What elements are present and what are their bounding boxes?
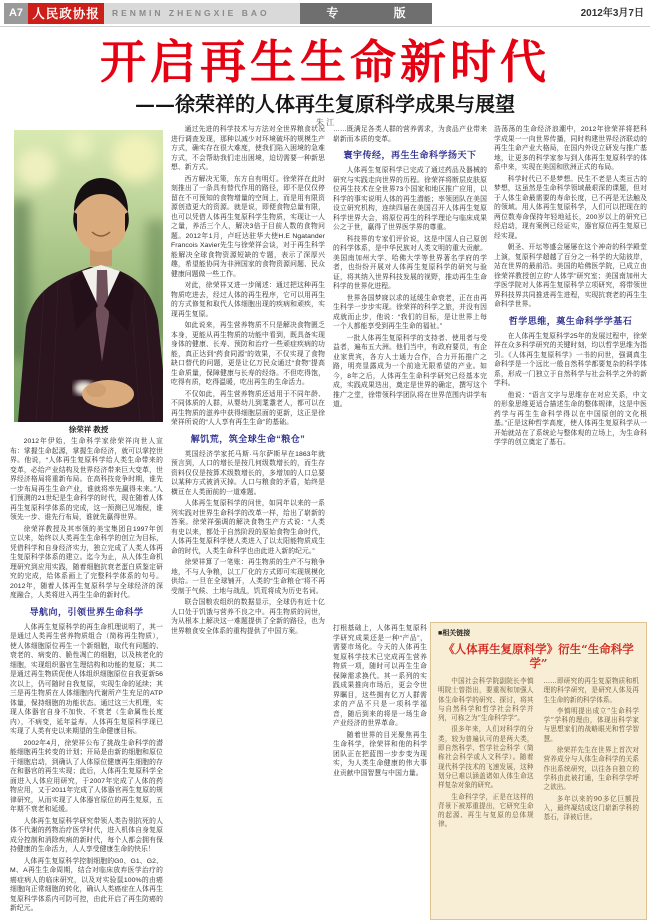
paragraph: 通过先进的科学技术与方法对全世界粮食状况进行调查发现，那种以减少对环境破坏的规模生产方式，确实存在很大难度，使我们陷入困境的急难方式，不会帮助我们走出困境，迫切需要一种新思想、新方式。: [171, 126, 325, 171]
paragraph: 人体再生复原科学的再生命机理说明了，其一是通过人类再生营养物质组合（简称再生物质），使人体细胞原位再生一个新细胞，取代有问题的、衰老的、病变的、脆性凋亡的细胞，以及核老化的细胞，实现组织器官生理结构和功能的复原；其二是通过再生物质促使人体组织细胞原位自我更新56次以上，仍可随时自我复原，实现生命的延续；其三是再生物质在人体细胞内代谢所产生充足的ATP体量，保持细胞的功能状态。通过这三大机理，实现人体器官自身不加快、不衰老（生命属性长度内），不病变，延年益寿。人体再生复原科学现已实现了人类有史以来期望的生命健康目标。: [10, 623, 163, 735]
related-link-box: [430, 622, 647, 920]
paragraph: 打根基础上，人体再生复原科学研究成果还是一种“产品”，需要市场化。今天的人体再生复原科学技术已完成再生营养物质一项，随时可以再生生命保障需求换代。其一系列的实践成果推向市场后，更会令世界瞩目，这些拥有亿万人群需求的产品不只是一项科学福音，随后到来的将是一场生命产业经济的世界革命。: [333, 625, 427, 727]
photo-caption: 徐荣祥 教授: [68, 425, 109, 434]
paragraph: 如此说来，再生营养物质不只是解决食物匮乏本身，更能从再生物质的功能中看到，既具备实现身体的健康、长寿、预防和治疗一些顽症疾病的功能，真正达到“药食同源”的效果，不仅实现了食物缺口替代的问题，更是让亿万民众通过“食物”提高生命质量，保障健康与长寿的经络。不但吃得饱，吃得有质，吃得温暖，吃出再生的生命活力。: [171, 322, 325, 386]
related-link-text: [438, 677, 639, 917]
page-header: [0, 3, 650, 24]
author-byline: 朱 江: [315, 118, 335, 127]
section-banner: 专 版: [300, 3, 432, 24]
paragraph: 朝圣、开坛等盛会屡屡在这个神奇的科学殿堂上演，复原科学超越了百分之一科学的大陆彼岸，站在世界的最前沿。美国的哈佛医学院，已成立由徐荣祥教授创立的“人体学”研究室；美国南加州大学医学院对人体再生复原科学立项研究，将带领世界科技界共同推进再生进程，实现抗衰老的再生生命科学世界。: [494, 244, 647, 308]
paragraph: 人体再生复原科学已完成了通过药品及器械的研究与实践走向世界的历程。徐荣祥将断层皮肤原位再生技术在全世界73个国家和地区推广应用，以科学的事实说明人体的再生潜能；率领团队在美国设立研究机构，连续四届在美国召开人体再生复原科学世界大会，将原位再生的科学理论与临床成果公之于世，赢得了世界医学界的尊重。: [333, 167, 487, 231]
main-headline: 开启再生生命新时代: [100, 35, 550, 89]
paragraph: 徐荣祥算了一笔账：再生物质的生产不与粮争地，不与人争粮，以工厂化的方式即可实现规模化供给。一旦在全球铺开，人类的“生命粮仓”将不再受制于气候、土地与战乱，饥荒将成为历史名词。: [171, 559, 325, 595]
paragraph: 中国社会科学院副院长李慎明院士曾指出，要重视和加强人体生命科学的研究、探讨，将其与自然科学和哲学社会科学并列，可称之为“生命科学学”。: [438, 677, 534, 723]
article-column-1: [10, 437, 163, 920]
article-column-3: [333, 125, 487, 619]
subtitle: ——徐荣祥的人体再生复原科学成果与展望: [135, 92, 515, 116]
paragraph: 科技界的专家们评价说，这是中国人自己原创的科学体系，是中华民族对人类文明的重大贡献。美国南加州大学、哈佛大学等世界著名学府的学者，也纷纷开展对人体再生复原科学的研究与验证，将其纳入世界科技发展的视野，推动再生生命科学的世界化进程。: [333, 235, 487, 290]
paragraph: 徐荣祥教授及其率领的美宝集团自1997年创立以来，始终以人类再生生命科学的创立为目标，凭借科学和自身经济实力，独立完成了人类人体再生复原科学体系的建立。迄今为止，从人体生命机理研究到应用实践，随着细胞抗衰老蛋白质鉴定研究的完成，给体系画上了完整科学体系的句号。2012年，随着人体再生复原科学与全球经济的深度融合，人类将进入再生生命的新时代。: [10, 525, 163, 599]
article-column-3-lower: [333, 624, 427, 920]
paragraph: 人体再生复原科学的问世，如同年以来的一系列实践对世界生命科学的改革一样，给出了崭新的答案。徐荣祥强调的解决食物生产方式说：“人类有史以来，都处于自然阶段的原始食物生命时代，人体再生复原科学使人类进入了以太阳能物质成生命的时代，人类生命科学也由此进入新的纪元。”: [171, 500, 325, 555]
newspaper-masthead: 人民政协报: [28, 3, 104, 24]
paragraph: 李慎明提出成立“生命科学学”学科的理由，体现出科学家与思想家们的战略眼光和哲学智慧。: [543, 706, 639, 743]
paragraph: ……即研究的再生复原物质和机理的科学研究，是研究人体及再生生命的新的科学体系。: [543, 677, 639, 704]
portrait-photo: [14, 130, 163, 422]
portrait-illustration: [14, 130, 163, 422]
article-column-4: [494, 125, 647, 619]
issue-date: 2012年3月7日: [580, 8, 644, 19]
paragraph: 西方解决无策，东方自有明灯。徐荣祥在此时刻推出了一条具有替代作用的路径，即不是仅仅停留在不可预知的食物增量的空间上，而是用有限资源创造更大的资源。就是说，即便食物总量有限，也可以凭借人体再生复原科学生物质，实现让一人之量，养活三个人，解决3倍于目前人数的食物问题。2012年1月，卢旺达驻华大使H.E Ngatander Francois Xavier先生与徐荣祥会谈，对于再生科学能解决全球食物资源短缺的专题，表示了深厚兴趣，希望能协同为非洲国家的食物资源问题、民众健康问题做一些工作。: [171, 175, 325, 278]
paragraph: 英国经济学家托马斯·马尔萨斯早在1863年就预言到，人口的增长是按几何级数增长的，而生存资料仅仅是按算术级数增长的，多增加的人口总要以某种方式被消灭掉。人口与粮食的矛盾，始终是横亘在人类面前的一道难题。: [171, 450, 325, 496]
header-rule: [0, 26, 650, 27]
paragraph: 在人体再生复原科学25年的发展过程中，徐荣祥在众多科学研究的关键时刻，均以哲学思维为指引。《人体再生复原科学》一书的问世，强调真生命科学是一个远比一般自然科学都要复杂的科学体系，形成一门独立于自然科学与社会科学之外的新学科。: [494, 332, 647, 387]
paragraph: 人体再生复原科学研究带领人类告别抗死的人体不代谢的药物治疗医学时代，进入机体自身复原成分控制和消除疾病的新时代，每个人都会拥有保持健康的生命活力，人人享受健康生命的快乐！: [10, 817, 163, 853]
related-link-title: 《人体再生复原科学》衍生“生命科学学”: [443, 642, 634, 670]
paragraph: 随着世界的目光聚焦再生生命科学，徐荣祥和他的科学团队正在把蓝图一步步变为现实，为人类生命健康的伟大事业贡献中国智慧与中国力量。: [333, 731, 427, 777]
paragraph: ……既满足各类人群的营养需求，为食品产业带来崭新而本质的变革。: [333, 126, 487, 143]
page-code: A7: [4, 3, 28, 24]
article-column-2: [171, 125, 325, 920]
paragraph: 一批人体再生复原科学的支持者、使用者与受益者，遍布五大洲。他们当中，有政府要员，有企业家贵宾，各方人士通力合作，合力开拓推广之路，明亮显露成为一个前途无限希望的产业。如今，8年之后，人体再生生命科学研究已经基本完成，实践成果迭出，奠定是世界的确定，撰写这个推广之堂，徐带领科学团队将在世界范围内讲学布道。: [333, 334, 487, 408]
paragraph: 人体再生复原科学控制细胞的G0、G1、G2、M、A再生生命周期，结合对临床放弃医学治疗的癌症病人的临床研究，以及对实验鼠100%的由癌细胞向正常细胞的转化，确认人类癌症在人体再生复原科学体系内可防可控，由此开启了再生防癌的新纪元。: [10, 857, 163, 912]
masthead-pinyin: RENMIN ZHENGXIE BAO: [104, 3, 300, 24]
paragraph: 世界各国梦寐以求的延缓生命衰老，正在由再生科学一步步实现。徐荣祥的科学之旅，并没有因成就而止步，他说：“我们的目标，是让世界上每一个人都能享受到再生生命的福祉。”: [333, 294, 487, 330]
paragraph: 浩荡荡的生命经济浪潮中，2012年徐荣祥将把科学成果一一向世界传播，同时构建世界经济联动的再生生命产业大格局，在国内外设立研发与推广基地，让更多的科学家参与到人体再生复原科学的体系中来，实现在美国和欧洲正式的布局。: [494, 126, 647, 171]
paragraph: 多年以来的90多亿巨额投入，最终凝结成这门崭新学科的基石，泽被后世。: [543, 794, 639, 822]
section-heading-2: 解饥荒，筑全球生命“粮仓”: [190, 433, 306, 444]
section-heading-1: 导航向，引领世界生命科学: [29, 606, 144, 617]
paragraph: 2002年4月，徐荣祥公布了挑战生命科学的潜能细胞再生转变的计划；开局是由新的细胞和原位干细胞启动，到确认了人体原位健康再生细胞的存在和器官的再生实现；此后，人体再生复原科学全面进入人体应用研究，于2007年完成了人体的药物应用，又于2011年完成了人体器官再生复原的规律研究，从而实现了人体器官原位的再生复原，五年期不衰老和延缓。: [10, 739, 163, 813]
section-heading-3: 寰宇传经，再生生命科学扬天下: [343, 150, 477, 160]
related-link-label: ■相关链接: [438, 630, 471, 637]
paragraph: 对此，徐荣祥又进一步阐述：通过把这种再生物质吃进去，经过人体的再生程序，它可以用再生的方式修复和取代人体细胞出现的疾病和顽疾，实现再生复原。: [171, 282, 325, 318]
paragraph: 联合国粮农组织的数据显示，全球仍有近十亿人口处于饥饿与营养不良之中。再生物质的问世，为从根本上解决这一难题提供了全新的路径，也为世界粮食安全体系的重构提供了中国方案。: [171, 599, 325, 635]
paragraph: 徐荣祥先生在世界上首次对营养成分与人体生命科学的关系作出系统研究，以往各自独立的学科由此被打通，生命科学学呼之欲出。: [543, 746, 639, 792]
paragraph: 很多年来，人们对科学的分类，较为普遍认可的是两大类，即自然科学、哲学社会科学（简称社会科学或人文科学）。随着现代科学技术的飞速发展，这种划分已难以涵盖诸如人体生命这样复杂对象的研究。: [438, 725, 534, 790]
paragraph: 他说：“语言文字与思维存在对应关系，中文的形象思维更适合描述生命的整体规律，这是中医药学与再生生命科学得以在中国原创的文化根基。”正是这种哲学高度，使人体再生复原科学从一开始就站在了系统论与整体观的立场上，为生命科学学的创立奠定了基石。: [494, 391, 647, 446]
paragraph: 2012年伊始，生命科学家徐荣祥向世人宣布：掌握生命起源，掌握生命经济，就可以掌控世界。他说，“人体再生复原科学给人类生命带来的变革，必给产业结构及世界经济带来巨大变革，世界经济格局将重新布局。在高科技竞争时期，谁先一步布局再生生命产业，谁就将率先赢得未来。”人们预测的21世纪是生命科学的时代，现在随着人体再生复原科学体系的完成，这一预测已见端倪，谁领先一步、谁先行布局，谁就先赢得世界。: [10, 438, 163, 521]
section-heading-4: 哲学思维，奠生命科学学基石: [508, 315, 633, 326]
paragraph: 生命科学学，正是在这样的背景下被郑重提出，它研究生命的起源、再生与复原的总体规律。: [438, 792, 534, 829]
paragraph: 科学时代已不是梦想。民生不老是人类亘古的梦想，这虽然是生命科学领域最艰深的课题，但对于人体生命最需要的寿命长度，已不再是无法触及的领域。用人体再生复原科学，人们可以把现在的两位数寿命保持年轻地延长，200岁以上的研究已经启动，现有案例已经证实，器官原位再生复原已经实现。: [494, 175, 647, 240]
paragraph: 不仅如此，再生营养物质还适用于不同年龄、不同体质的人群，从婴幼儿到耄耋老人，都可以在再生物质的滋养中获得细胞层面的更新，这正是徐荣祥所说的“人人享有再生生命”的基础。: [171, 390, 325, 426]
